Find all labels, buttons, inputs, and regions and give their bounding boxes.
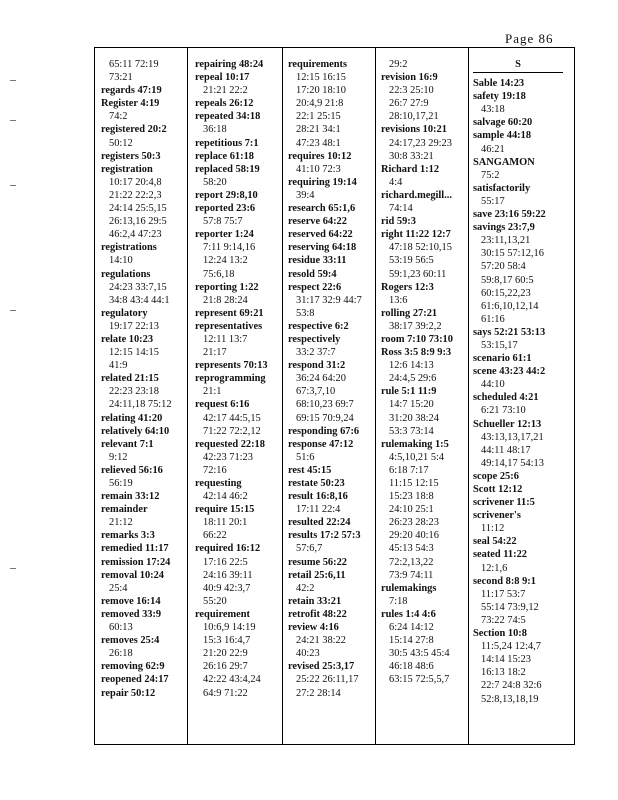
index-reference: 11:5,24 12:4,7	[481, 641, 541, 653]
index-reference: 12:1,6	[481, 562, 508, 574]
index-reference: 10:17 20:4,8	[109, 176, 162, 188]
index-reference: 66:22	[203, 530, 227, 542]
index-reference: 21:1	[203, 386, 222, 398]
index-term: Section 10:8	[473, 628, 527, 640]
index-reference: 60:13	[109, 622, 133, 634]
index-reference: 41:9	[109, 360, 128, 372]
index-term: Scott 12:12	[473, 484, 523, 495]
index-term: registrations	[101, 242, 157, 254]
index-reference: 42:23 71:23	[203, 451, 253, 463]
index-reference: 75:2	[481, 169, 500, 181]
index-term: safety 19:18	[473, 91, 526, 103]
index-term: registration	[101, 163, 153, 175]
index-reference: 22:23 23:18	[109, 386, 159, 398]
index-term: represents 70:13	[195, 360, 268, 372]
index-term: requirements	[288, 59, 348, 70]
index-reference: 25:22 26:11,17	[296, 674, 359, 686]
index-term: Richard 1:12	[381, 163, 440, 175]
index-reference: 30:15 57:12,16	[481, 248, 544, 260]
index-term: reporting 1:22	[195, 281, 259, 293]
column-divider	[282, 48, 283, 744]
index-term: research 65:1,6	[288, 203, 356, 215]
index-term: says 52:21 53:13	[473, 326, 546, 338]
index-term: remedied 11:17	[101, 543, 169, 555]
index-term: responding 67:6	[288, 425, 360, 437]
index-term: registered 20:2	[101, 124, 167, 136]
index-reference: 42:17 44:5,15	[203, 412, 261, 424]
index-reference: 45:13 54:3	[389, 543, 434, 555]
index-reference: 7:11 9:14,16	[203, 242, 256, 254]
index-reference: 23:11,13,21	[481, 235, 531, 247]
index-reference: 4:4	[389, 176, 403, 188]
index-term: reported 23:6	[195, 203, 256, 215]
index-reference: 61:6,10,12,14	[481, 300, 539, 312]
index-term: registers 50:3	[101, 150, 161, 162]
index-reference: 55:17	[481, 195, 505, 207]
index-term: room 7:10 73:10	[381, 333, 453, 345]
index-term: results 17:2 57:3	[288, 530, 361, 542]
margin-mark	[10, 120, 16, 121]
index-term: remainder	[101, 504, 148, 516]
index-term: Schueller 12:13	[473, 418, 542, 430]
index-reference: 74:14	[389, 203, 413, 215]
index-reference: 21:8 28:24	[203, 294, 248, 306]
index-reference: 24:10 25:1	[389, 504, 434, 516]
index-term: requested 22:18	[195, 438, 265, 450]
index-reference: 26:18	[109, 648, 133, 660]
index-reference: 19:17 22:13	[109, 320, 159, 332]
index-reference: 14:10	[109, 255, 133, 267]
index-reference: 24:16 39:11	[203, 569, 253, 581]
index-reference: 68:10,23 69:7	[296, 399, 354, 411]
index-reference: 26:7 27:9	[389, 98, 429, 110]
index-term: review 4:16	[288, 622, 339, 634]
index-reference: 74:2	[109, 111, 128, 123]
index-term: repeated 34:18	[195, 111, 261, 123]
index-term: rules 1:4 4:6	[381, 608, 436, 620]
index-reference: 21:20 22:9	[203, 648, 248, 660]
index-term: removed 33:9	[101, 608, 162, 620]
index-term: regards 47:19	[101, 85, 162, 97]
index-term: reopened 24:17	[101, 674, 169, 686]
index-reference: 67:3,7,10	[296, 386, 336, 398]
index-reference: 59:8,17 60:5	[481, 274, 534, 286]
index-reference: 58:20	[203, 176, 227, 188]
index-reference: 26:23 28:23	[389, 517, 439, 529]
index-reference: 71:22 72:2,12	[203, 425, 261, 437]
index-term: reporter 1:24	[195, 229, 254, 241]
index-term: scrivener 11:5	[473, 497, 535, 509]
index-term: resulted 22:24	[288, 517, 351, 529]
index-reference: 6:18 7:17	[389, 464, 429, 476]
index-term: requesting	[195, 478, 242, 489]
index-reference: 50:12	[109, 137, 133, 149]
index-term: replaced 58:19	[195, 163, 260, 175]
index-reference: 49:14,17 54:13	[481, 457, 544, 469]
index-term: regulations	[101, 268, 151, 280]
index-term: respect 22:6	[288, 281, 342, 293]
index-term: Sable 14:23	[473, 78, 525, 90]
index-term: sample 44:18	[473, 130, 532, 142]
index-reference: 69:15 70:9,24	[296, 412, 354, 424]
index-reference: 72:2,13,22	[389, 556, 434, 568]
index-reference: 34:8 43:4 44:1	[109, 294, 170, 306]
index-reference: 27:2 28:14	[296, 687, 341, 699]
index-term: repeals 26:12	[195, 98, 254, 110]
index-reference: 24:23 33:7,15	[109, 281, 167, 293]
index-term: Ross 3:5 8:9 9:3	[381, 347, 452, 359]
index-reference: 30:5 43:5 45:4	[389, 648, 450, 660]
index-term: repeal 10:17	[195, 72, 250, 84]
index-reference: 11:17 53:7	[481, 588, 526, 600]
index-reference: 17:11 22:4	[296, 504, 341, 516]
index-term: scenario 61:1	[473, 353, 532, 365]
index-term: rule 5:1 11:9	[381, 386, 437, 398]
index-term: rid 59:3	[381, 216, 416, 228]
index-reference: 12:15 16:15	[296, 72, 346, 84]
index-reference: 53:8	[296, 307, 315, 319]
index-term: repair 50:12	[101, 687, 156, 699]
index-term: relate 10:23	[101, 333, 154, 345]
index-reference: 21:22 22:2,3	[109, 189, 162, 201]
index-reference: 28:21 34:1	[296, 124, 341, 136]
index-term: relatively 64:10	[101, 425, 170, 437]
index-reference: 55:20	[203, 595, 227, 607]
index-reference: 6:24 14:12	[389, 622, 434, 634]
index-term: result 16:8,16	[288, 491, 348, 503]
index-reference: 24:11,18 75:12	[109, 399, 172, 411]
index-term: rulemakings	[381, 582, 437, 594]
index-term: reprogramming	[195, 373, 266, 385]
index-reference: 22:7 24:8 32:6	[481, 680, 542, 692]
index-reference: 63:15 72:5,5,7	[389, 674, 450, 686]
index-reference: 46:2,4 47:23	[109, 229, 162, 241]
index-reference: 60:15,22,23	[481, 287, 531, 299]
index-reference: 14:7 15:20	[389, 399, 434, 411]
index-reference: 7:18	[389, 595, 408, 607]
index-term: savings 23:7,9	[473, 222, 535, 234]
index-term: requiring 19:14	[288, 176, 357, 188]
index-term: representatives	[195, 320, 263, 332]
index-reference: 10:6,9 14:19	[203, 622, 256, 634]
index-reference: 24:17,23 29:23	[389, 137, 452, 149]
index-reference: 22:3 25:10	[389, 85, 434, 97]
margin-mark	[10, 568, 16, 569]
index-term: reserve 64:22	[288, 216, 347, 228]
index-term: restate 50:23	[288, 478, 345, 489]
index-reference: 39:4	[296, 189, 315, 201]
index-reference: 15:23 18:8	[389, 491, 434, 503]
index-reference: 30:8 33:21	[389, 150, 434, 162]
index-term: rolling 27:21	[381, 307, 438, 319]
index-term: relevant 7:1	[101, 438, 154, 450]
index-term: reserved 64:22	[288, 229, 353, 241]
index-reference: 47:23 48:1	[296, 137, 341, 149]
index-reference: 57:8 75:7	[203, 216, 243, 228]
index-reference: 26:16 29:7	[203, 661, 248, 673]
index-term: second 8:8 9:1	[473, 575, 536, 587]
index-column-2	[195, 58, 281, 700]
index-reference: 64:9 71:22	[203, 687, 248, 699]
index-reference: 65:11 72:19	[109, 59, 159, 70]
index-reference: 72:16	[203, 464, 227, 476]
index-term: scheduled 4:21	[473, 392, 539, 404]
index-reference: 31:20 38:24	[389, 412, 439, 424]
index-reference: 57:6,7	[296, 543, 323, 555]
index-reference: 36:18	[203, 124, 227, 136]
index-reference: 21:21 22:2	[203, 85, 248, 97]
index-reference: 40:9 42:3,7	[203, 582, 251, 594]
index-reference: 47:18 52:10,15	[389, 242, 452, 254]
index-term: remission 17:24	[101, 556, 171, 568]
index-reference: 16:13 18:2	[481, 667, 526, 679]
column-divider	[187, 48, 188, 744]
index-term: richard.megill...	[381, 189, 452, 201]
index-reference: 55:14 73:9,12	[481, 601, 539, 613]
index-term: salvage 60:20	[473, 117, 533, 129]
index-term: requires 10:12	[288, 150, 352, 162]
index-reference: 28:10,17,21	[389, 111, 439, 123]
index-term: save 23:16 59:22	[473, 209, 546, 221]
index-reference: 46:21	[481, 143, 505, 155]
index-term: resume 56:22	[288, 556, 347, 568]
index-term: residue 33:11	[288, 255, 347, 267]
index-column-5	[473, 58, 571, 706]
index-reference: 12:6 14:13	[389, 360, 434, 372]
index-term: remarks 3:3	[101, 530, 155, 542]
index-reference: 61:16	[481, 313, 505, 325]
margin-mark	[10, 80, 16, 81]
index-term: retail 25:6,11	[288, 569, 346, 581]
index-column-1	[101, 58, 187, 700]
index-term: relieved 56:16	[101, 464, 163, 476]
index-term: require 15:15	[195, 504, 255, 516]
index-term: remove 16:14	[101, 595, 161, 607]
index-term: scope 25:6	[473, 470, 519, 482]
index-term: regulatory	[101, 307, 148, 319]
index-term: related 21:15	[101, 373, 159, 385]
index-term: request 6:16	[195, 399, 250, 411]
index-reference: 17:20 18:10	[296, 85, 346, 97]
index-reference: 11:15 12:15	[389, 478, 439, 489]
index-term: retrofit 48:22	[288, 608, 347, 620]
index-reference: 75:6,18	[203, 268, 235, 280]
index-term: requirement	[195, 608, 251, 620]
index-term: retain 33:21	[288, 595, 342, 607]
index-reference: 38:17 39:2,2	[389, 320, 442, 332]
index-reference: 25:4	[109, 582, 128, 594]
index-reference: 42:14 46:2	[203, 491, 248, 503]
index-term: satisfactorily	[473, 182, 531, 194]
column-divider	[468, 48, 469, 744]
index-term: represent 69:21	[195, 307, 264, 319]
index-reference: 4:5,10,21 5:4	[389, 451, 445, 463]
index-reference: 33:2 37:7	[296, 347, 336, 359]
index-column-4	[381, 58, 467, 687]
index-reference: 53:19 56:5	[389, 255, 434, 267]
section-letter-header: S	[473, 58, 563, 73]
index-reference: 29:20 40:16	[389, 530, 439, 542]
index-term: scrivener's	[473, 510, 521, 522]
index-reference: 12:11 13:7	[203, 333, 248, 345]
index-reference: 59:1,23 60:11	[389, 268, 447, 280]
index-term: rest 45:15	[288, 464, 332, 476]
index-reference: 53:15,17	[481, 339, 518, 351]
index-reference: 44:10	[481, 379, 505, 391]
index-reference: 41:10 72:3	[296, 163, 341, 175]
index-term: replace 61:18	[195, 150, 254, 162]
index-term: removes 25:4	[101, 635, 160, 647]
index-reference: 15:14 27:8	[389, 635, 434, 647]
index-term: removing 62:9	[101, 661, 165, 673]
index-reference: 40:23	[296, 648, 320, 660]
index-term: reserving 64:18	[288, 242, 357, 254]
index-table	[94, 47, 575, 745]
index-reference: 13:6	[389, 294, 408, 306]
index-reference: 52:8,13,18,19	[481, 693, 539, 705]
index-reference: 43:13,13,17,21	[481, 431, 544, 443]
page-number: Page 86	[505, 31, 554, 46]
index-reference: 12:15 14:15	[109, 347, 159, 359]
index-term: rulemaking 1:5	[381, 438, 449, 450]
column-divider	[375, 48, 376, 744]
index-term: Register 4:19	[101, 98, 160, 110]
index-term: response 47:12	[288, 438, 354, 450]
index-reference: 73:9 74:11	[389, 569, 434, 581]
index-reference: 21:17	[203, 347, 227, 359]
index-reference: 20:4,9 21:8	[296, 98, 344, 110]
index-term: respond 31:2	[288, 360, 346, 372]
index-reference: 15:3 16:4,7	[203, 635, 251, 647]
index-reference: 73:21	[109, 72, 133, 84]
index-term: revisions 10:21	[381, 124, 447, 136]
index-column-3	[288, 58, 374, 700]
margin-mark	[10, 185, 16, 186]
index-term: repetitious 7:1	[195, 137, 259, 149]
index-reference: 14:14 15:23	[481, 654, 531, 666]
index-reference: 9:12	[109, 451, 128, 463]
index-reference: 43:18	[481, 104, 505, 116]
index-term: right 11:22 12:7	[381, 229, 451, 241]
index-reference: 51:6	[296, 451, 315, 463]
index-reference: 12:24 13:2	[203, 255, 248, 267]
index-term: repairing 48:24	[195, 59, 264, 70]
index-reference: 18:11 20:1	[203, 517, 248, 529]
index-reference: 42:2	[296, 582, 315, 594]
index-reference: 31:17 32:9 44:7	[296, 294, 362, 306]
index-term: revised 25:3,17	[288, 661, 355, 673]
index-term: respectively	[288, 333, 341, 345]
index-reference: 29:2	[389, 59, 408, 70]
index-term: respective 6:2	[288, 320, 349, 332]
index-reference: 6:21 73:10	[481, 405, 526, 417]
index-reference: 56:19	[109, 478, 133, 489]
index-term: resold 59:4	[288, 268, 337, 280]
index-term: revision 16:9	[381, 72, 438, 84]
index-term: SANGAMON	[473, 156, 535, 168]
margin-mark	[10, 310, 16, 311]
index-reference: 26:13,16 29:5	[109, 216, 167, 228]
index-reference: 21:12	[109, 517, 133, 529]
index-term: removal 10:24	[101, 569, 165, 581]
index-reference: 24:4,5 29:6	[389, 373, 437, 385]
index-term: Rogers 12:3	[381, 281, 434, 293]
index-term: remain 33:12	[101, 491, 160, 503]
index-reference: 53:3 73:14	[389, 425, 434, 437]
index-reference: 46:18 48:6	[389, 661, 434, 673]
index-term: seal 54:22	[473, 536, 517, 548]
index-reference: 44:11 48:17	[481, 444, 531, 456]
index-term: report 29:8,10	[195, 189, 258, 201]
index-term: relating 41:20	[101, 412, 163, 424]
index-reference: 73:22 74:5	[481, 614, 526, 626]
index-term: seated 11:22	[473, 549, 527, 561]
index-reference: 11:12	[481, 523, 505, 535]
index-term: required 16:12	[195, 543, 261, 555]
index-reference: 17:16 22:5	[203, 556, 248, 568]
index-term: scene 43:23 44:2	[473, 366, 546, 378]
index-reference: 22:1 25:15	[296, 111, 341, 123]
index-reference: 24:21 38:22	[296, 635, 346, 647]
index-reference: 42:22 43:4,24	[203, 674, 261, 686]
index-reference: 57:20 58:4	[481, 261, 526, 273]
index-reference: 36:24 64:20	[296, 373, 346, 385]
index-reference: 24:14 25:5,15	[109, 203, 167, 215]
